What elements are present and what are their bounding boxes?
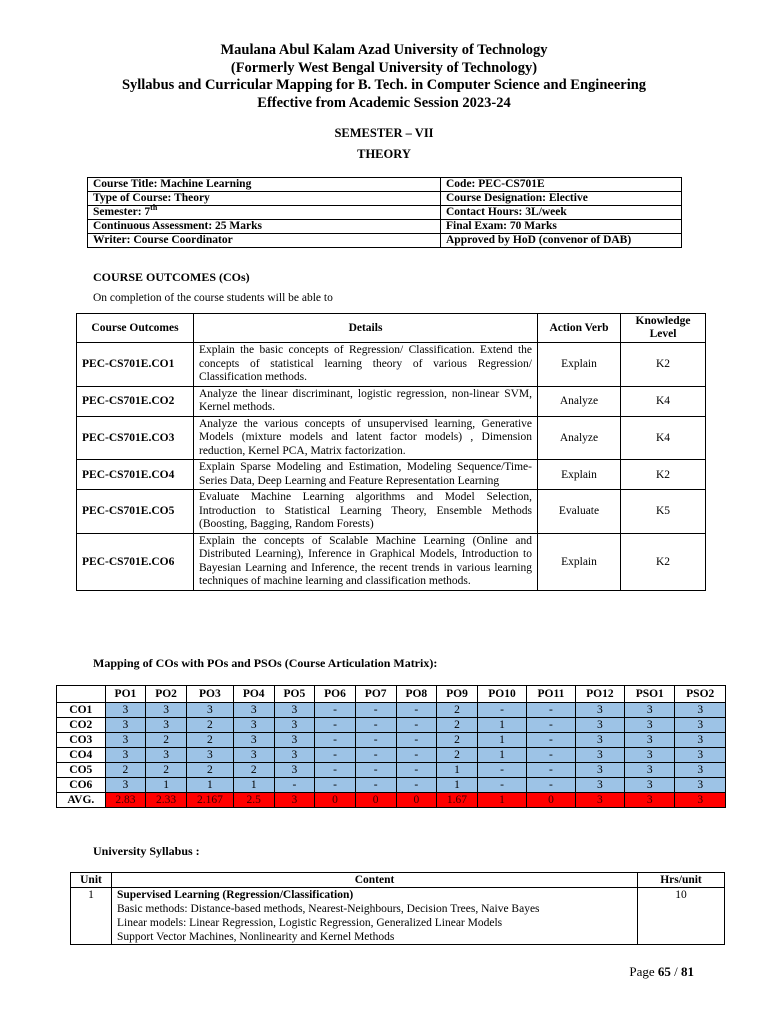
document-header: [0, 42, 768, 112]
matrix-cell: 1: [477, 748, 526, 763]
syllabus-line: Support Vector Machines, Nonlinearity and Kernel Methods: [117, 931, 395, 943]
matrix-cell: 3: [274, 763, 315, 778]
matrix-cell: -: [315, 703, 356, 718]
table-row: [77, 533, 706, 590]
outcome-details: Analyze the various concepts of unsupervised learning, Generative Models (mixture models and latent factor models) , Dimension reduction, Kernel PCA, Matrix factorization.: [194, 416, 538, 460]
outcome-knowledge-level: K2: [621, 533, 706, 590]
matrix-row-label: CO6: [57, 778, 106, 793]
syllabus-heading: University Syllabus :: [93, 844, 200, 858]
syllabus-hours: 10: [638, 888, 725, 945]
matrix-cell: 3: [625, 748, 675, 763]
matrix-cell: 3: [146, 718, 187, 733]
outcome-code: PEC-CS701E.CO1: [77, 343, 194, 387]
matrix-row-label: CO1: [57, 703, 106, 718]
matrix-average-cell: 2.5: [233, 793, 274, 808]
matrix-cell: 2: [186, 763, 233, 778]
matrix-cell: 2: [146, 733, 187, 748]
matrix-cell: -: [477, 778, 526, 793]
table-row: [77, 460, 706, 490]
outcome-action-verb: Analyze: [538, 386, 621, 416]
matrix-cell: -: [315, 718, 356, 733]
matrix-column-header: PO2: [146, 686, 187, 703]
matrix-cell: 3: [233, 703, 274, 718]
column-header: Knowledge Level: [621, 314, 706, 343]
matrix-cell: -: [355, 733, 396, 748]
outcome-action-verb: Explain: [538, 343, 621, 387]
former-name: (Formerly West Bengal University of Technology): [230, 59, 538, 76]
matrix-corner-cell: [57, 686, 106, 703]
matrix-column-header: PO6: [315, 686, 356, 703]
matrix-average-cell: 2.33: [146, 793, 187, 808]
course-outcomes-intro: On completion of the course students will be able to: [93, 292, 333, 304]
matrix-cell: 1: [477, 718, 526, 733]
university-name: Maulana Abul Kalam Azad University of Technology: [220, 42, 548, 58]
column-header: Details: [194, 314, 538, 343]
matrix-cell: 2: [186, 733, 233, 748]
matrix-cell: 3: [105, 733, 146, 748]
matrix-cell: -: [396, 703, 437, 718]
syllabus-line: Basic methods: Distance-based methods, Nearest-Neighbours, Decision Trees, Naive Bayes: [117, 903, 540, 915]
matrix-column-header: PO8: [396, 686, 437, 703]
matrix-column-header: PO12: [575, 686, 624, 703]
outcome-knowledge-level: K4: [621, 386, 706, 416]
matrix-cell: 3: [105, 703, 146, 718]
matrix-cell: 3: [625, 733, 675, 748]
outcome-details: Explain Sparse Modeling and Estimation, Modeling Sequence/Time-Series Data, Deep Learning and Feature Representation Learning: [194, 460, 538, 490]
outcome-action-verb: Evaluate: [538, 490, 621, 534]
outcome-details: Evaluate Machine Learning algorithms and Model Selection, Introduction to Statistical Learning Theory, Ensemble Methods (Boosting, Bagging, Random Forests): [194, 490, 538, 534]
matrix-cell: 3: [575, 718, 624, 733]
matrix-cell: -: [315, 733, 356, 748]
matrix-cell: -: [477, 763, 526, 778]
matrix-cell: 3: [575, 703, 624, 718]
matrix-cell: 3: [575, 733, 624, 748]
matrix-cell: 3: [575, 778, 624, 793]
course-semester: Semester: 7th: [88, 206, 441, 220]
matrix-cell: 3: [146, 703, 187, 718]
matrix-cell: -: [396, 778, 437, 793]
matrix-cell: 3: [675, 718, 726, 733]
matrix-cell: 1: [233, 778, 274, 793]
outcome-knowledge-level: K2: [621, 460, 706, 490]
matrix-average-cell: 3: [575, 793, 624, 808]
matrix-header-row: [57, 686, 726, 703]
matrix-cell: 3: [625, 718, 675, 733]
page-number: Page 65 / 81: [629, 964, 694, 979]
table-row: [77, 386, 706, 416]
matrix-cell: 3: [625, 778, 675, 793]
matrix-cell: 2: [105, 763, 146, 778]
syllabus-topic: Supervised Learning (Regression/Classification): [117, 889, 354, 901]
matrix-cell: 3: [675, 778, 726, 793]
matrix-cell: -: [355, 703, 396, 718]
matrix-average-cell: 2.167: [186, 793, 233, 808]
outcome-knowledge-level: K2: [621, 343, 706, 387]
column-header: Hrs/unit: [638, 873, 725, 888]
column-header: Content: [112, 873, 638, 888]
matrix-cell: -: [527, 733, 575, 748]
matrix-cell: -: [315, 763, 356, 778]
continuous-assessment: Continuous Assessment: 25 Marks: [88, 220, 441, 234]
outcome-action-verb: Explain: [538, 533, 621, 590]
final-exam: Final Exam: 70 Marks: [441, 220, 682, 234]
matrix-column-header: PO4: [233, 686, 274, 703]
matrix-cell: 3: [274, 718, 315, 733]
matrix-cell: 2: [146, 763, 187, 778]
matrix-cell: 3: [575, 763, 624, 778]
matrix-cell: -: [527, 703, 575, 718]
outcome-code: PEC-CS701E.CO4: [77, 460, 194, 490]
matrix-cell: 3: [675, 748, 726, 763]
matrix-row: [57, 748, 726, 763]
matrix-cell: -: [274, 778, 315, 793]
matrix-column-header: PO3: [186, 686, 233, 703]
matrix-average-cell: 1: [477, 793, 526, 808]
syllabus-unit: 1: [71, 888, 112, 945]
outcome-action-verb: Analyze: [538, 416, 621, 460]
matrix-cell: -: [527, 748, 575, 763]
matrix-row: [57, 718, 726, 733]
matrix-cell: 1: [146, 778, 187, 793]
matrix-cell: -: [527, 778, 575, 793]
course-code: Code: PEC-CS701E: [441, 178, 682, 192]
matrix-average-row: [57, 793, 726, 808]
matrix-cell: 3: [274, 703, 315, 718]
course-writer: Writer: Course Coordinator: [88, 234, 441, 248]
matrix-cell: 3: [233, 748, 274, 763]
outcome-details: Analyze the linear discriminant, logistic regression, non-linear SVM, Kernel methods.: [194, 386, 538, 416]
matrix-cell: 3: [675, 703, 726, 718]
session-line: Effective from Academic Session 2023-24: [257, 94, 511, 111]
syllabus-line: Linear models: Linear Regression, Logistic Regression, Generalized Linear Models: [117, 917, 503, 929]
matrix-row-label: CO2: [57, 718, 106, 733]
matrix-row: [57, 763, 726, 778]
matrix-cell: -: [355, 718, 396, 733]
matrix-row-label: AVG.: [57, 793, 106, 808]
outcome-code: PEC-CS701E.CO6: [77, 533, 194, 590]
matrix-average-cell: 1.67: [437, 793, 478, 808]
matrix-cell: 3: [105, 748, 146, 763]
matrix-cell: 1: [437, 778, 478, 793]
outcome-knowledge-level: K4: [621, 416, 706, 460]
matrix-cell: 3: [625, 763, 675, 778]
matrix-cell: 2: [437, 718, 478, 733]
matrix-cell: 3: [625, 703, 675, 718]
matrix-row: [57, 703, 726, 718]
matrix-cell: 3: [186, 703, 233, 718]
course-outcomes-table: [76, 313, 706, 591]
matrix-column-header: PO7: [355, 686, 396, 703]
matrix-cell: 3: [675, 763, 726, 778]
matrix-cell: 2: [437, 748, 478, 763]
matrix-column-header: PO5: [274, 686, 315, 703]
matrix-cell: -: [477, 703, 526, 718]
matrix-cell: -: [396, 718, 437, 733]
matrix-column-header: PO9: [437, 686, 478, 703]
matrix-column-header: PO10: [477, 686, 526, 703]
table-row: [77, 343, 706, 387]
contact-hours: Contact Hours: 3L/week: [441, 206, 682, 220]
matrix-cell: 3: [233, 718, 274, 733]
matrix-average-cell: 3: [675, 793, 726, 808]
matrix-cell: 2: [186, 718, 233, 733]
matrix-average-cell: 3: [625, 793, 675, 808]
matrix-average-cell: 2.83: [105, 793, 146, 808]
matrix-cell: 3: [575, 748, 624, 763]
semester-heading: SEMESTER – VII: [334, 126, 434, 140]
matrix-cell: 1: [477, 733, 526, 748]
matrix-cell: 3: [274, 733, 315, 748]
matrix-cell: 2: [437, 733, 478, 748]
matrix-cell: 1: [186, 778, 233, 793]
matrix-column-header: PSO2: [675, 686, 726, 703]
course-outcomes-heading: COURSE OUTCOMES (COs): [93, 270, 250, 284]
matrix-cell: 3: [675, 733, 726, 748]
outcome-code: PEC-CS701E.CO3: [77, 416, 194, 460]
outcome-details: Explain the concepts of Scalable Machine Learning (Online and Distributed Learning), Inference in Graphical Models, Introduction to Bayesian Learning and Inference, the recent trends in various learning techniques of machine learning and classification methods.: [194, 533, 538, 590]
matrix-average-cell: 3: [274, 793, 315, 808]
matrix-cell: 3: [233, 733, 274, 748]
matrix-cell: -: [355, 778, 396, 793]
matrix-cell: -: [527, 718, 575, 733]
column-header: Course Outcomes: [77, 314, 194, 343]
syllabus-content: [112, 888, 638, 945]
matrix-cell: 3: [186, 748, 233, 763]
table-row: [71, 888, 725, 945]
course-info-table: [87, 177, 682, 248]
matrix-cell: 3: [105, 718, 146, 733]
matrix-cell: 3: [274, 748, 315, 763]
table-row: [77, 416, 706, 460]
mapping-heading: Mapping of COs with POs and PSOs (Course Articulation Matrix):: [93, 656, 438, 670]
table-row: [77, 490, 706, 534]
outcome-knowledge-level: K5: [621, 490, 706, 534]
matrix-cell: -: [355, 748, 396, 763]
course-type: Type of Course: Theory: [88, 192, 441, 206]
matrix-average-cell: 0: [396, 793, 437, 808]
outcome-code: PEC-CS701E.CO5: [77, 490, 194, 534]
matrix-cell: 3: [146, 748, 187, 763]
matrix-cell: 3: [105, 778, 146, 793]
matrix-average-cell: 0: [527, 793, 575, 808]
outcome-action-verb: Explain: [538, 460, 621, 490]
matrix-cell: -: [396, 748, 437, 763]
matrix-average-cell: 0: [315, 793, 356, 808]
semester-suffix: th: [150, 203, 158, 213]
syllabus-title: Syllabus and Curricular Mapping for B. Tech. in Computer Science and Engineering: [121, 77, 647, 93]
matrix-row: [57, 778, 726, 793]
matrix-cell: 2: [233, 763, 274, 778]
matrix-cell: -: [315, 748, 356, 763]
matrix-column-header: PO11: [527, 686, 575, 703]
matrix-cell: -: [355, 763, 396, 778]
column-header: Action Verb: [538, 314, 621, 343]
column-header: Unit: [71, 873, 112, 888]
approved-by: Approved by HoD (convenor of DAB): [441, 234, 682, 248]
articulation-matrix: [56, 685, 726, 808]
matrix-column-header: PO1: [105, 686, 146, 703]
outcome-details: Explain the basic concepts of Regression/ Classification. Extend the concepts of statistical learning theory of various Regression/ Classification methods.: [194, 343, 538, 387]
theory-heading: THEORY: [357, 147, 411, 161]
matrix-cell: -: [396, 763, 437, 778]
matrix-row: [57, 733, 726, 748]
matrix-cell: 1: [437, 763, 478, 778]
matrix-row-label: CO3: [57, 733, 106, 748]
matrix-cell: -: [396, 733, 437, 748]
course-designation: Course Designation: Elective: [441, 192, 682, 206]
matrix-cell: -: [527, 763, 575, 778]
outcome-code: PEC-CS701E.CO2: [77, 386, 194, 416]
matrix-row-label: CO4: [57, 748, 106, 763]
course-title: Course Title: Machine Learning: [88, 178, 441, 192]
matrix-cell: -: [315, 778, 356, 793]
matrix-row-label: CO5: [57, 763, 106, 778]
syllabus-table: [70, 872, 725, 945]
matrix-cell: 2: [437, 703, 478, 718]
matrix-column-header: PSO1: [625, 686, 675, 703]
matrix-average-cell: 0: [355, 793, 396, 808]
